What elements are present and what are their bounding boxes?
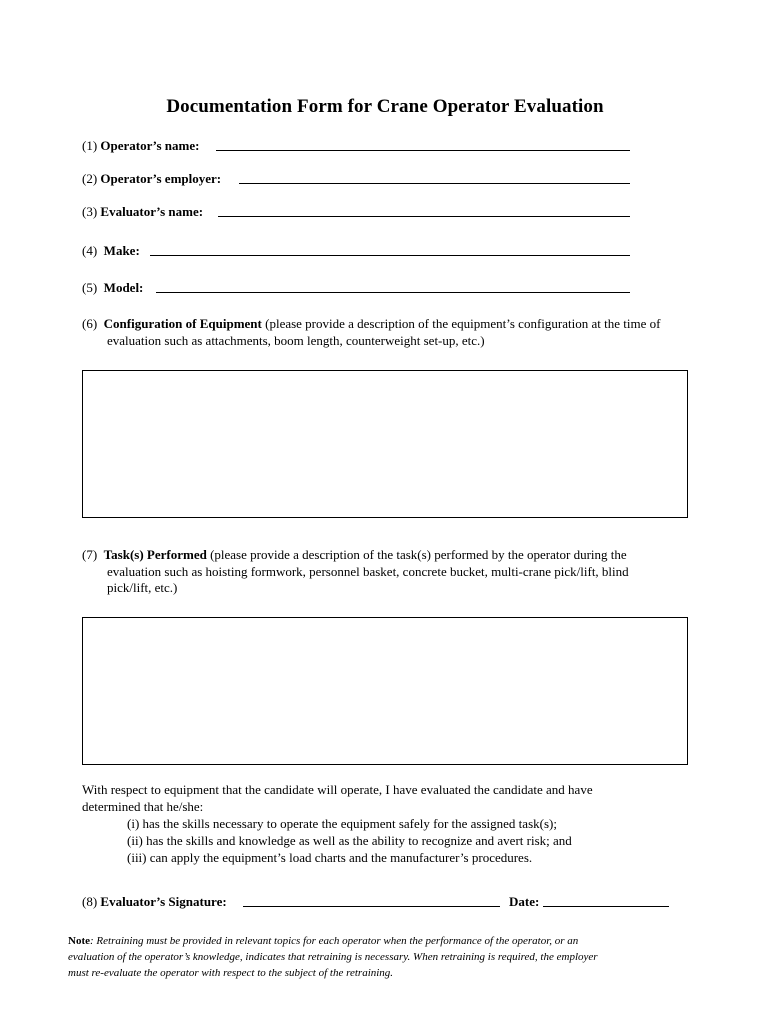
operator-employer-row bbox=[82, 171, 221, 187]
tasks-description-line1: (please provide a description of the task(s) performed by the operator during the bbox=[210, 547, 627, 562]
field-number: (6) bbox=[82, 316, 98, 331]
note-label: Note bbox=[68, 935, 90, 947]
note-line2: evaluation of the operator’s knowledge, indicates that retraining is necessary. When retraining is required, the employer bbox=[68, 951, 598, 963]
signature-field[interactable] bbox=[243, 906, 500, 907]
criteria-list bbox=[127, 815, 572, 866]
signature-label: Evaluator’s Signature: bbox=[100, 894, 227, 909]
field-number: (2) bbox=[82, 171, 98, 186]
date-label: Date: bbox=[509, 894, 540, 909]
criteria-item: (ii) has the skills and knowledge as well as the ability to recognize and avert risk; and bbox=[127, 833, 572, 848]
configuration-description-line1: (please provide a description of the equipment’s configuration at the time of bbox=[265, 316, 661, 331]
statement-line1: With respect to equipment that the candidate will operate, I have evaluated the candidate and have bbox=[82, 782, 593, 797]
tasks-label: Task(s) Performed bbox=[103, 547, 207, 562]
signature-row bbox=[82, 894, 227, 910]
configuration-textbox[interactable] bbox=[82, 370, 688, 518]
statement-line2: determined that he/she: bbox=[82, 799, 204, 814]
model-label: Model: bbox=[103, 280, 144, 295]
evaluation-statement bbox=[82, 781, 682, 815]
operator-name-field[interactable] bbox=[216, 150, 630, 151]
tasks-section bbox=[82, 547, 712, 597]
form-title: Documentation Form for Crane Operator Evaluation bbox=[166, 96, 604, 117]
operator-employer-field[interactable] bbox=[239, 183, 630, 184]
operator-employer-label: Operator’s employer: bbox=[100, 171, 222, 186]
retraining-note bbox=[68, 933, 708, 981]
field-number: (1) bbox=[82, 138, 98, 153]
field-number: (8) bbox=[82, 894, 98, 909]
tasks-textbox[interactable] bbox=[82, 617, 688, 765]
configuration-label: Configuration of Equipment bbox=[103, 316, 262, 331]
tasks-description-line3: pick/lift, etc.) bbox=[107, 580, 178, 595]
field-number: (5) bbox=[82, 280, 98, 295]
model-row bbox=[82, 280, 143, 296]
make-label: Make: bbox=[103, 243, 140, 258]
evaluator-name-field[interactable] bbox=[218, 216, 630, 217]
field-number: (3) bbox=[82, 204, 98, 219]
evaluator-name-row bbox=[82, 204, 203, 220]
note-line1: : Retraining must be provided in relevant topics for each operator when the performance of the operator, or an bbox=[90, 935, 579, 947]
make-row bbox=[82, 243, 140, 259]
evaluator-name-label: Evaluator’s name: bbox=[100, 204, 204, 219]
field-number: (4) bbox=[82, 243, 98, 258]
operator-name-label: Operator’s name: bbox=[100, 138, 200, 153]
field-number: (7) bbox=[82, 547, 98, 562]
note-line3: must re-evaluate the operator with respect to the subject of the retraining. bbox=[68, 967, 394, 979]
tasks-description-line2: evaluation such as hoisting formwork, personnel basket, concrete bucket, multi-crane pick/lift, blind bbox=[107, 563, 629, 579]
operator-name-row bbox=[82, 138, 199, 154]
model-field[interactable] bbox=[156, 292, 630, 293]
date-field[interactable] bbox=[543, 906, 669, 907]
configuration-description-line2: evaluation such as attachments, boom length, counterweight set-up, etc.) bbox=[107, 332, 485, 348]
make-field[interactable] bbox=[150, 255, 630, 256]
criteria-item: (iii) can apply the equipment’s load charts and the manufacturer’s procedures. bbox=[127, 850, 533, 865]
configuration-section bbox=[82, 316, 712, 349]
criteria-item: (i) has the skills necessary to operate the equipment safely for the assigned task(s); bbox=[127, 816, 557, 831]
